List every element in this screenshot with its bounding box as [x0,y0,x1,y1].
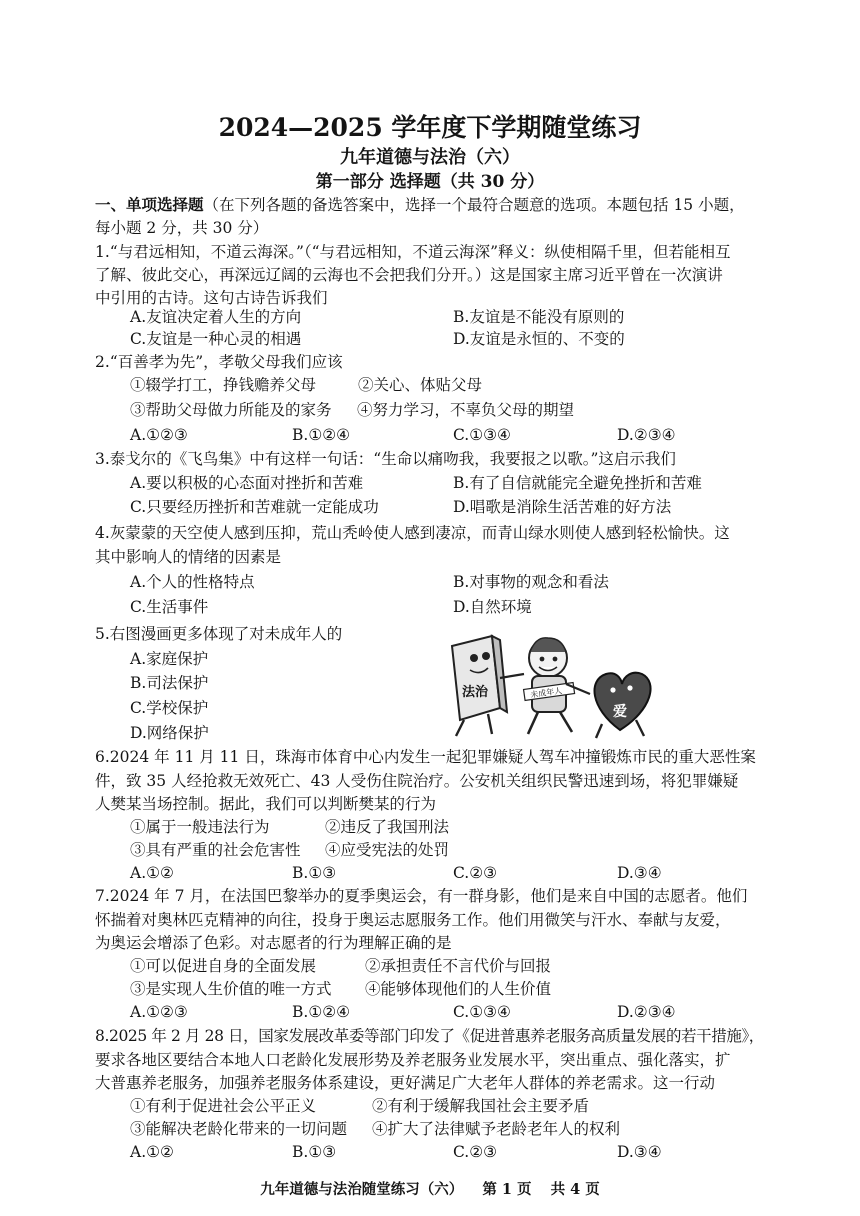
q8-option-b[interactable]: B.①③ [292,1143,337,1161]
q6-option-d[interactable]: D.③④ [617,864,662,882]
q7-statement-1: ①可以促进自身的全面发展 [130,957,317,975]
q4-option-a[interactable]: A.个人的性格特点 [130,573,255,591]
section-instruction-line-2: 每小题 2 分，共 30 分） [95,219,269,237]
q3-option-d[interactable]: D.唱歌是消除生活苦难的好方法 [453,498,672,516]
q2-statement-2: ②关心、体贴父母 [358,376,483,394]
q7-stem-line-1: 7.2024 年 7 月，在法国巴黎举办的夏季奥运会，有一群身影，他们是来自中国的志愿者。他们 [95,887,748,905]
q5-stem: 5.右图漫画更多体现了对未成年人的 [95,625,343,643]
q6-statement-2: ②违反了我国刑法 [325,818,450,836]
child-sash-label: 未成年人 [529,686,563,700]
q8-statement-3: ③能解决老龄化带来的一切问题 [130,1120,348,1138]
q1-stem-line-2: 了解、彼此交心，再深远辽阔的云海也不会把我们分开。）这是国家主席习近平曾在一次演讲 [95,266,723,284]
q7-stem-line-2: 怀揣着对奥林匹克精神的向往，投身于奥运志愿服务工作。他们用微笑与汗水、奉献与友爱， [95,911,731,929]
q1-option-b[interactable]: B.友谊是不能没有原则的 [453,308,625,326]
heart-figure [594,673,650,738]
q1-option-c[interactable]: C.友谊是一种心灵的相遇 [130,330,302,348]
q3-option-b[interactable]: B.有了自信就能完全避免挫折和苦难 [453,474,702,492]
q6-statement-1: ①属于一般违法行为 [130,818,270,836]
q4-stem-line-1: 4.灰蒙蒙的天空使人感到压抑，荒山秃岭使人感到凄凉，而青山绿水则使人感到轻松愉快。这 [95,524,730,542]
q6-statement-3: ③具有严重的社会危害性 [130,841,301,859]
q3-option-a[interactable]: A.要以积极的心态面对挫折和苦难 [130,474,364,492]
section-heading: 一、单项选择题 [95,195,204,214]
q6-statement-4: ④应受宪法的处罚 [325,841,450,859]
q8-option-d[interactable]: D.③④ [617,1143,662,1161]
q6-stem-line-3: 人樊某当场控制。据此，我们可以判断樊某的行为 [95,795,437,813]
q2-stem: 2.“百善孝为先”，孝敬父母我们应该 [95,353,343,371]
q8-option-a[interactable]: A.①② [130,1143,174,1161]
section-instruction-line-1 [95,194,745,216]
q6-stem-line-1: 6.2024 年 11 月 11 日，珠海市体育中心内发生一起犯罪嫌疑人驾车冲撞锻炼市民的重大恶性案 [95,748,756,766]
q7-statement-4: ④能够体现他们的人生价值 [365,980,552,998]
q1-option-a[interactable]: A.友谊决定着人生的方向 [130,308,302,326]
q2-option-a[interactable]: A.①②③ [130,426,188,444]
q8-statement-1: ①有利于促进社会公平正义 [130,1097,317,1115]
law-book-label: 法治 [462,685,489,700]
q8-statement-4: ④扩大了法律赋予老龄老年人的权利 [372,1120,621,1138]
q4-option-b[interactable]: B.对事物的观念和看法 [453,573,609,591]
q5-option-c[interactable]: C.学校保护 [130,699,209,717]
q8-option-c[interactable]: C.②③ [453,1143,498,1161]
q7-option-b[interactable]: B.①②④ [292,1003,351,1021]
q5-option-a[interactable]: A.家庭保护 [130,650,209,668]
q5-cartoon-illustration [440,628,665,743]
page-title: 2024—2025 学年度下学期随堂练习 [218,113,642,142]
q1-stem-line-3: 中引用的古诗。这句古诗告诉我们 [95,289,328,307]
section-instruction: （在下列各题的备选答案中，选择一个最符合题意的选项。本题包括 15 小题， [203,196,745,214]
q4-option-d[interactable]: D.自然环境 [453,598,532,616]
q7-statement-3: ③是实现人生价值的唯一方式 [130,980,332,998]
q2-statement-1: ①辍学打工，挣钱赡养父母 [130,376,317,394]
q5-option-d[interactable]: D.网络保护 [130,724,209,742]
q1-stem-line-1: 1.“与君远相知，不道云海深。”（“与君远相知，不道云海深”释义：纵使相隔千里，但若能相互 [95,243,731,261]
q7-option-c[interactable]: C.①③④ [453,1003,511,1021]
q6-stem-line-2: 件，致 35 人经抢救无效死亡、43 人受伤住院治疗。公安机关组织民警迅速到场，将犯罪嫌疑 [95,772,739,790]
q6-option-a[interactable]: A.①② [130,864,174,882]
q7-statement-2: ②承担责任不言代价与回报 [365,957,552,975]
footer-total-pages: 共 4 页 [550,1181,600,1198]
q7-option-a[interactable]: A.①②③ [130,1003,188,1021]
q4-option-c[interactable]: C.生活事件 [130,598,209,616]
q8-stem-line-3: 大普惠养老服务，加强养老服务体系建设，更好满足广大老年人群体的养老需求。这一行动 [95,1074,716,1092]
part-heading: 第一部分 选择题（共 30 分） [315,172,545,192]
q2-statement-3: ③帮助父母做力所能及的家务 [130,401,332,419]
q8-stem-line-1: 8.2025 年 2 月 28 日，国家发展改革委等部门印发了《促进普惠养老服务高质量发展的若干措施》， [95,1027,764,1045]
footer-title: 九年道德与法治随堂练习（六） [260,1181,464,1198]
footer-page-number: 第 1 页 [482,1181,532,1198]
page-subtitle: 九年道德与法治（六） [340,147,520,168]
q5-option-b[interactable]: B.司法保护 [130,674,209,692]
law-book-figure [452,636,524,736]
q8-stem-line-2: 要求各地区要结合本地人口老龄化发展形势及养老服务业发展水平，突出重点、强化落实，扩 [95,1051,731,1069]
q7-option-d[interactable]: D.②③④ [617,1003,676,1021]
q8-statement-2: ②有利于缓解我国社会主要矛盾 [372,1097,590,1115]
child-figure [524,638,590,734]
q7-stem-line-3: 为奥运会增添了色彩。对志愿者的行为理解正确的是 [95,934,452,952]
q4-stem-line-2: 其中影响人的情绪的因素是 [95,548,282,566]
q6-option-b[interactable]: B.①③ [292,864,337,882]
q6-option-c[interactable]: C.②③ [453,864,498,882]
q1-option-d[interactable]: D.友谊是永恒的、不变的 [453,330,625,348]
q3-stem: 3.泰戈尔的《飞鸟集》中有这样一句话：“生命以痛吻我，我要报之以歌。”这启示我们 [95,450,676,468]
heart-label: 爱 [613,704,627,720]
q2-option-c[interactable]: C.①③④ [453,426,511,444]
q2-statement-4: ④努力学习，不辜负父母的期望 [357,401,575,419]
page-footer [0,1178,860,1199]
q2-option-d[interactable]: D.②③④ [617,426,676,444]
q3-option-c[interactable]: C.只要经历挫折和苦难就一定能成功 [130,498,379,516]
q2-option-b[interactable]: B.①②④ [292,426,351,444]
